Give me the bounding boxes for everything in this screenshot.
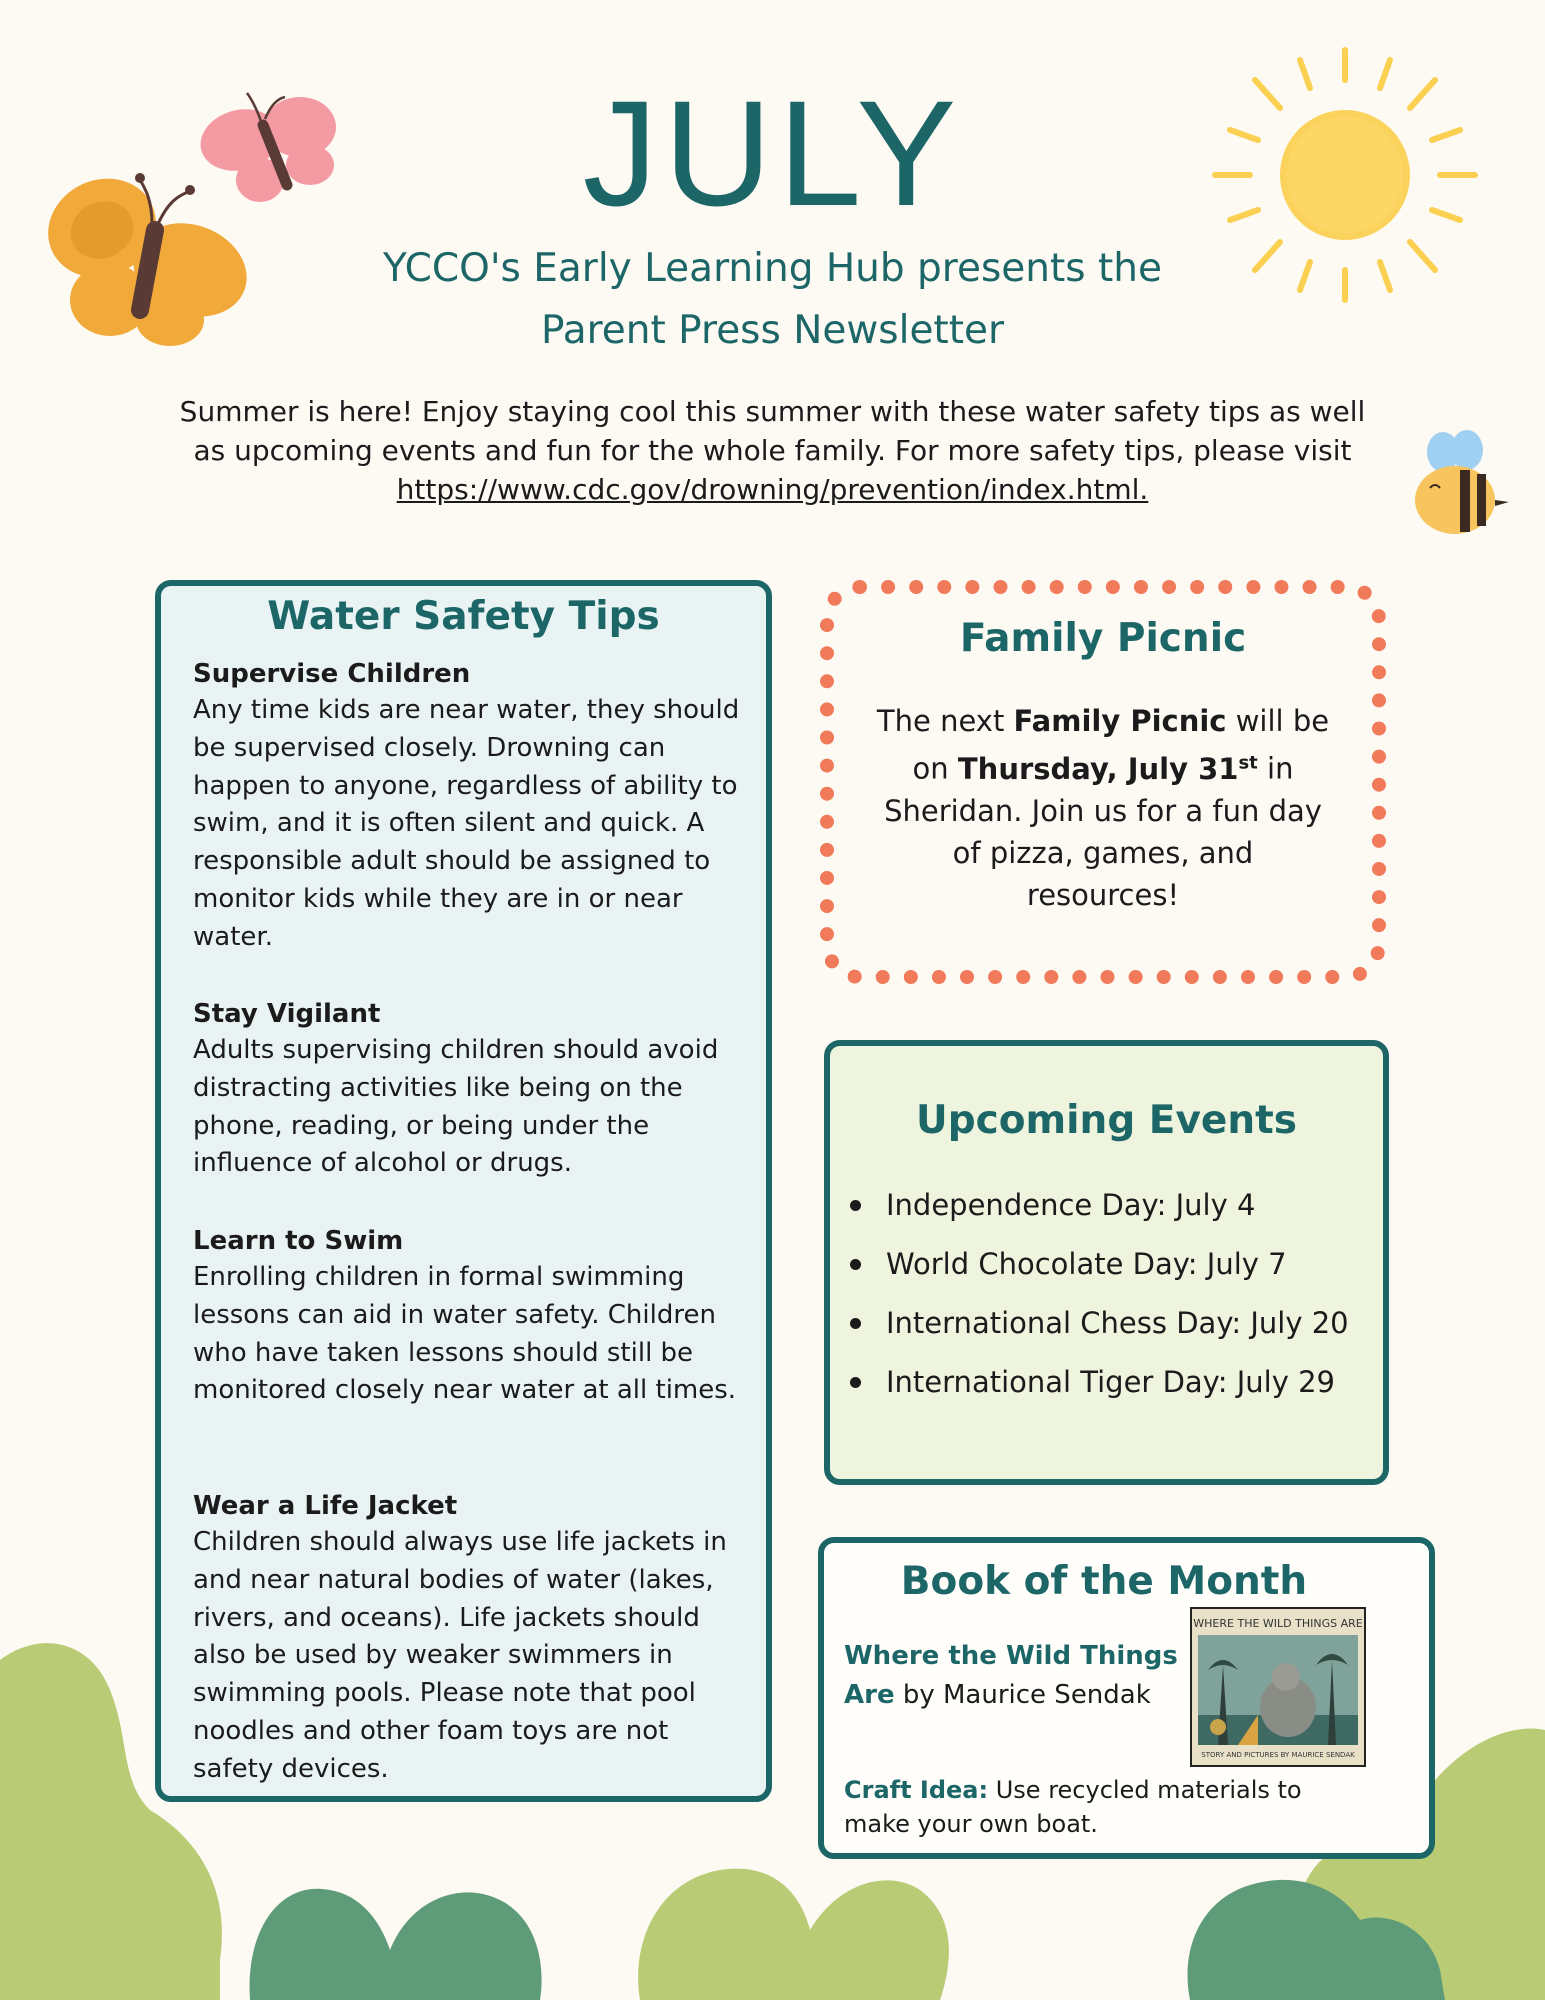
leaf-center-light bbox=[638, 1869, 949, 2000]
page-title: JULY bbox=[582, 69, 963, 237]
bullet-icon bbox=[850, 1200, 861, 1211]
craft-idea-text: Use recycled materials to make your own boat. bbox=[844, 1776, 1302, 1838]
tip-body: Any time kids are near water, they should be supervised closely. Drowning can happen to anyone, regardless of ability to swim, and it is often silent and quick. A responsible adult should be assigned to monitor kids while they are in or near water. bbox=[193, 695, 740, 952]
bee-icon bbox=[1405, 430, 1515, 540]
family-picnic-text bbox=[874, 700, 1332, 916]
cover-illustration bbox=[1198, 1635, 1358, 1745]
bullet-icon bbox=[850, 1377, 861, 1388]
picnic-text-3: in Sheridan. Join us for a fun day of pizza, games, and resources! bbox=[884, 751, 1322, 912]
tip-wear-life-jacket bbox=[193, 1488, 753, 1789]
tip-body: Children should always use life jackets in and near natural bodies of water (lakes, rivers, and oceans). Life jackets should also be used by weaker swimmers in swimming pools. Please note that pool noodles and other foam toys are not safety devices. bbox=[193, 1527, 727, 1784]
picnic-text-2: will be on bbox=[912, 704, 1330, 786]
event-label: International Tiger Day: July 29 bbox=[886, 1365, 1335, 1399]
event-label: International Chess Day: July 20 bbox=[886, 1306, 1349, 1340]
newsletter-subtitle bbox=[300, 238, 1245, 362]
list-item bbox=[840, 1353, 1380, 1412]
cover-credit: STORY AND PICTURES BY MAURICE SENDAK bbox=[1201, 1751, 1355, 1759]
water-safety-panel bbox=[155, 580, 772, 1802]
picnic-date bbox=[958, 752, 1258, 786]
family-picnic-title: Family Picnic bbox=[959, 616, 1247, 661]
upcoming-events-title: Upcoming Events bbox=[916, 1098, 1297, 1143]
tip-heading: Wear a Life Jacket bbox=[193, 1491, 458, 1521]
list-item bbox=[840, 1235, 1380, 1294]
water-safety-title: Water Safety Tips bbox=[267, 594, 660, 639]
cdc-link[interactable]: https://www.cdc.gov/drowning/prevention/index.html. bbox=[396, 473, 1149, 506]
event-label: Independence Day: July 4 bbox=[886, 1188, 1256, 1222]
intro-line-2: as upcoming events and fun for the whole family. For more safety tips, please visit bbox=[193, 434, 1352, 467]
picnic-text-1: The next bbox=[876, 704, 1014, 738]
intro-paragraph bbox=[150, 392, 1395, 509]
tip-supervise-children bbox=[193, 656, 753, 957]
leaf-left-dark bbox=[250, 1889, 542, 2000]
tip-heading: Supervise Children bbox=[193, 659, 471, 689]
subtitle-line-2: Parent Press Newsletter bbox=[540, 308, 1005, 353]
picnic-date-text: Thursday, July 31 bbox=[957, 751, 1239, 786]
upcoming-events-panel bbox=[824, 1040, 1389, 1485]
book-title: Where the Wild Things Are bbox=[844, 1641, 1178, 1710]
craft-idea-label: Craft Idea: bbox=[844, 1776, 989, 1804]
events-list bbox=[840, 1176, 1380, 1412]
tip-learn-to-swim bbox=[193, 1223, 753, 1410]
family-picnic-panel bbox=[820, 580, 1386, 984]
picnic-event-name: Family Picnic bbox=[1013, 704, 1227, 738]
book-info bbox=[844, 1637, 1184, 1715]
picnic-date-suffix: st bbox=[1238, 752, 1258, 773]
book-author: by Maurice Sendak bbox=[894, 1680, 1151, 1710]
book-cover-image bbox=[1190, 1607, 1366, 1767]
event-label: World Chocolate Day: July 7 bbox=[886, 1247, 1287, 1281]
tip-stay-vigilant bbox=[193, 996, 753, 1183]
bullet-icon bbox=[850, 1259, 861, 1270]
craft-idea bbox=[844, 1773, 1364, 1841]
book-of-month-title: Book of the Month bbox=[900, 1559, 1308, 1604]
cover-title: WHERE THE WILD THINGS ARE bbox=[1193, 1617, 1363, 1630]
tip-heading: Stay Vigilant bbox=[193, 999, 381, 1029]
book-of-month-panel bbox=[818, 1537, 1435, 1859]
tip-body: Enrolling children in formal swimming lessons can aid in water safety. Children who have taken lessons should still be monitored closely near water at all times. bbox=[193, 1262, 737, 1406]
intro-line-1: Summer is here! Enjoy staying cool this summer with these water safety tips as well bbox=[179, 395, 1366, 428]
list-item bbox=[840, 1294, 1380, 1353]
subtitle-line-1: YCCO's Early Learning Hub presents the bbox=[382, 246, 1163, 291]
tip-heading: Learn to Swim bbox=[193, 1226, 404, 1256]
tip-body: Adults supervising children should avoid distracting activities like being on the phone, reading, or being under the influence of alcohol or drugs. bbox=[193, 1035, 719, 1179]
list-item bbox=[840, 1176, 1380, 1235]
bullet-icon bbox=[850, 1318, 861, 1329]
